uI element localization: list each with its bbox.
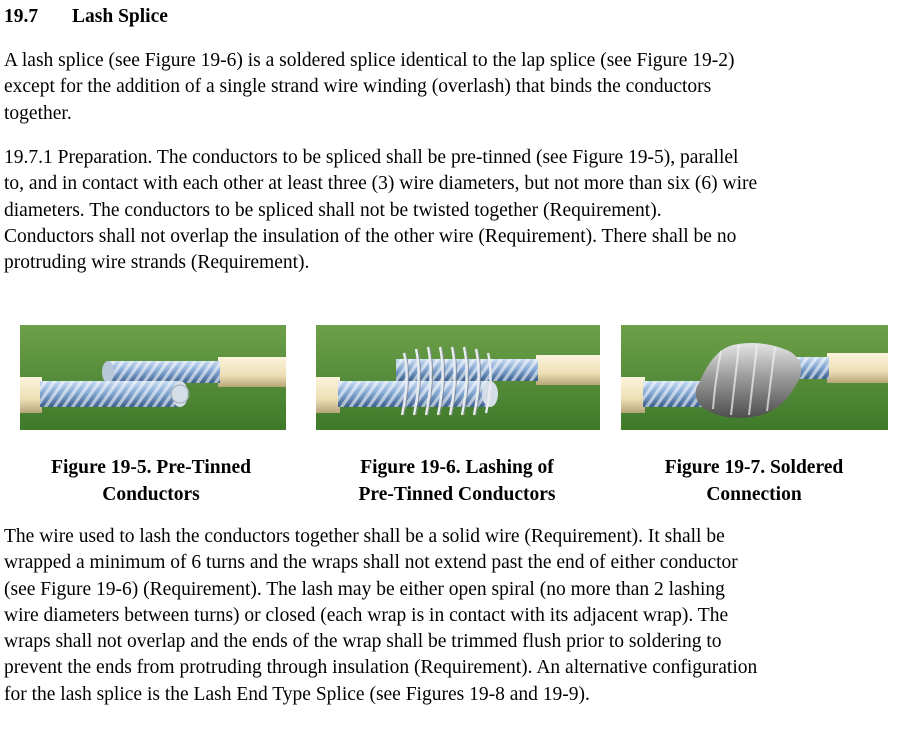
text-line: together.: [4, 102, 72, 124]
paragraph-preparation: [4, 145, 757, 276]
paragraph-lash-wire: [4, 524, 757, 708]
caption-line: Connection: [706, 484, 802, 505]
figure-lashing-image: [316, 325, 600, 430]
text-line: diameters. The conductors to be spliced shall not be twisted together (Requirement).: [4, 199, 662, 221]
caption-line: Figure 19-6. Lashing of: [360, 457, 554, 478]
text-line: to, and in contact with each other at least three (3) wire diameters, but not more than six (6) wire: [4, 173, 758, 195]
figure-caption: [615, 454, 893, 508]
text-line: Conductors shall not overlap the insulation of the other wire (Requirement). There shall be no: [4, 225, 737, 247]
figure-soldered-connection-image: [621, 325, 888, 430]
figure-caption: [10, 454, 292, 508]
section-heading: [4, 6, 168, 28]
text-line: prevent the ends from protruding through insulation (Requirement). An alternative configuration: [4, 657, 758, 679]
caption-line: Figure 19-5. Pre-Tinned: [51, 457, 251, 478]
text-line: A lash splice (see Figure 19-6) is a soldered splice identical to the lap splice (see Figure 19-2): [4, 50, 735, 71]
text-line: protruding wire strands (Requirement).: [4, 252, 310, 274]
text-line: 19.7.1 Preparation. The conductors to be spliced shall be pre-tinned (see Figure 19-5), parallel: [4, 147, 739, 168]
text-line: (see Figure 19-6) (Requirement). The lash may be either open spiral (no more than 2 lashing: [4, 578, 725, 600]
figure-pre-tinned-conductors-image: [20, 325, 286, 430]
caption-line: Pre-Tinned Conductors: [358, 484, 556, 505]
text-line: for the lash splice is the Lash End Type Splice (see Figures 19-8 and 19-9).: [4, 683, 590, 705]
section-title: Lash Splice: [72, 6, 168, 27]
section-number: 19.7: [4, 6, 39, 27]
text-line: wire diameters between turns) or closed (each wrap is in contact with its adjacent wrap). The: [4, 604, 729, 626]
text-line: wrapped a minimum of 6 turns and the wraps shall not extend past the end of either conductor: [4, 552, 738, 574]
text-line: wraps shall not overlap and the ends of the wrap shall be trimmed flush prior to soldering to: [4, 631, 722, 653]
paragraph-intro: [4, 48, 735, 127]
caption-line: Conductors: [102, 484, 200, 505]
text-line: The wire used to lash the conductors together shall be a solid wire (Requirement). It shall be: [4, 526, 725, 547]
figure-caption: [310, 454, 604, 508]
caption-line: Figure 19-7. Soldered: [664, 457, 844, 478]
text-line: except for the addition of a single strand wire winding (overlash) that binds the conductors: [4, 76, 712, 98]
